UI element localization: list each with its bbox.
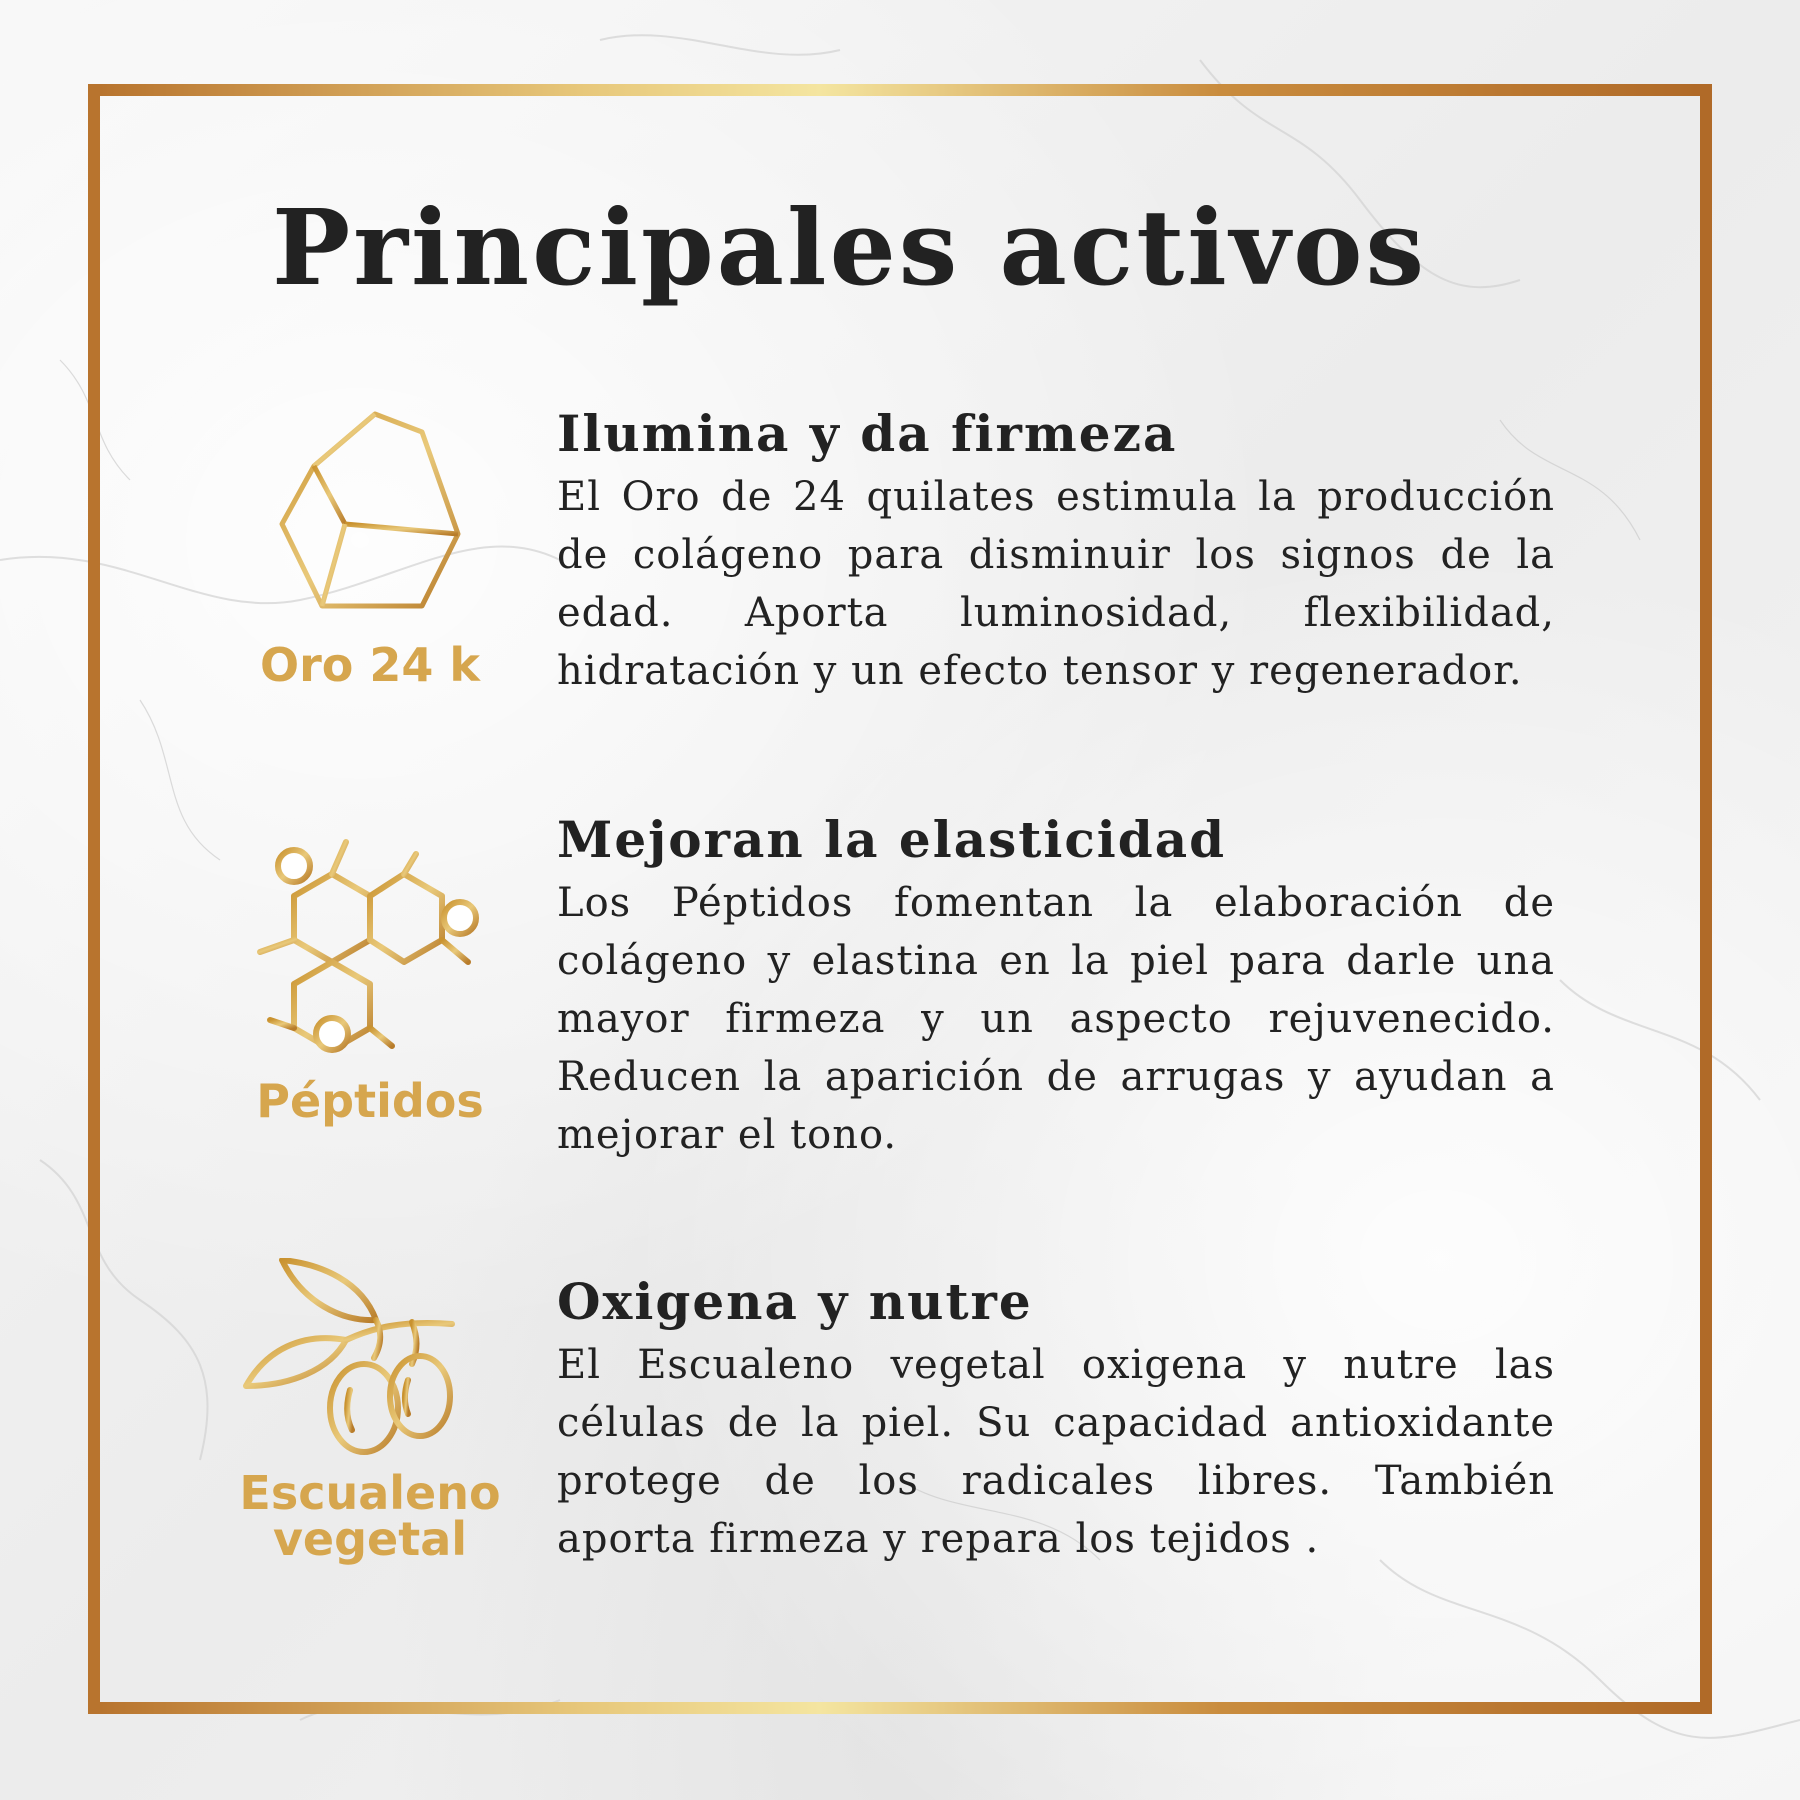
- body-mejoran: Los Péptidos fomentan la elaboración de colágeno y elastina en la piel para darle una mayor firmeza y un aspecto rejuvenecido. Reducen la aparición de arrugas y ayudan a mejorar el tono.: [557, 880, 1555, 1158]
- crystal-icon: [278, 410, 462, 610]
- body-oxigena: El Escualeno vegetal oxigena y nutre las células de la piel. Su capacidad antioxidante protege de los radicales libres. También aporta firmeza y repara los tejidos .: [557, 1342, 1555, 1562]
- label-escualeno: [230, 1466, 510, 1566]
- label-oro-24k: Oro 24 k: [259, 638, 481, 692]
- body-ilumina: El Oro de 24 quilates estimula la producción de colágeno para disminuir los signos de la edad. Aporta luminosidad, flexibilidad, hidratación y un efecto tensor y regenerador.: [557, 474, 1555, 694]
- page-title: Principales activos: [272, 186, 1428, 309]
- heading-mejoran: Mejoran la elasticidad: [557, 810, 1227, 869]
- heading-ilumina: Ilumina y da firmeza: [557, 404, 1178, 463]
- molecule-icon: [254, 832, 486, 1062]
- olive-branch-icon: [242, 1258, 462, 1458]
- label-escualeno-line2: vegetal: [272, 1512, 468, 1566]
- heading-oxigena: Oxigena y nutre: [557, 1272, 1033, 1331]
- label-peptidos: Péptidos: [256, 1074, 484, 1128]
- label-escualeno-line1: Escualeno: [239, 1466, 501, 1520]
